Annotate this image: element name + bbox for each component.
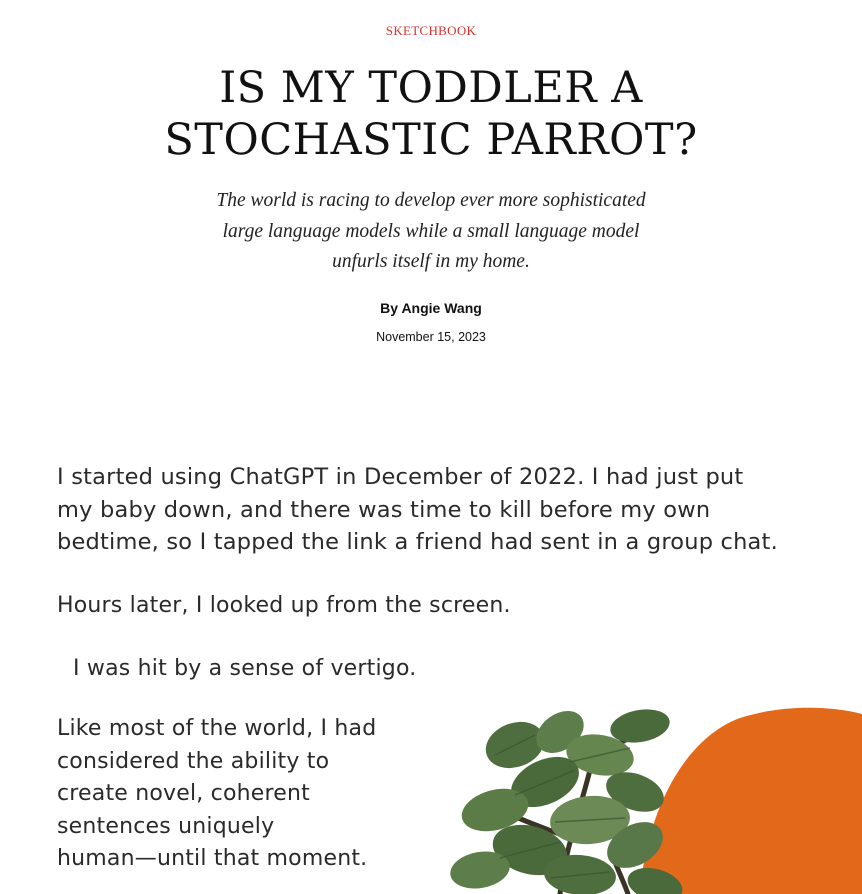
story-line: create novel, coherent [57, 781, 310, 806]
headline-line: IS MY TODDLER A [219, 63, 643, 113]
headline-line: STOCHASTIC PARROT? [164, 115, 698, 165]
story-line: Like most of the world, I had [57, 716, 377, 741]
dek-line: unfurls itself in my home. [332, 251, 530, 272]
story-paragraph [57, 461, 778, 559]
story-line: considered the ability to [57, 748, 330, 774]
story-paragraph [73, 653, 416, 685]
plant-and-sun-illustration [440, 700, 862, 894]
story-line: I was hit by a sense of vertigo. [73, 656, 417, 681]
story-line: Hours later, I looked up from the screen. [57, 593, 511, 618]
section-rubric[interactable]: SKETCHBOOK [385, 23, 477, 38]
story-line: I started using ChatGPT in December of 2022. I had just put [57, 464, 744, 490]
sun-shape [640, 708, 862, 894]
story-paragraph [57, 713, 376, 876]
story-line: sentences uniquely [57, 813, 275, 839]
story-paragraph [57, 590, 511, 622]
dek-line: The world is racing to develop ever more sophisticated [216, 190, 646, 211]
headline [0, 62, 862, 166]
story-line: human—until that moment. [57, 846, 368, 871]
dek-line: large language models while a small language model [222, 220, 640, 242]
story-line: my baby down, and there was time to kill before my own [57, 496, 711, 523]
publish-date: November 15, 2023 [376, 330, 486, 344]
story-line: bedtime, so I tapped the link a friend had sent in a group chat. [57, 529, 778, 555]
byline[interactable]: By Angie Wang [380, 300, 482, 316]
dek [0, 186, 862, 278]
